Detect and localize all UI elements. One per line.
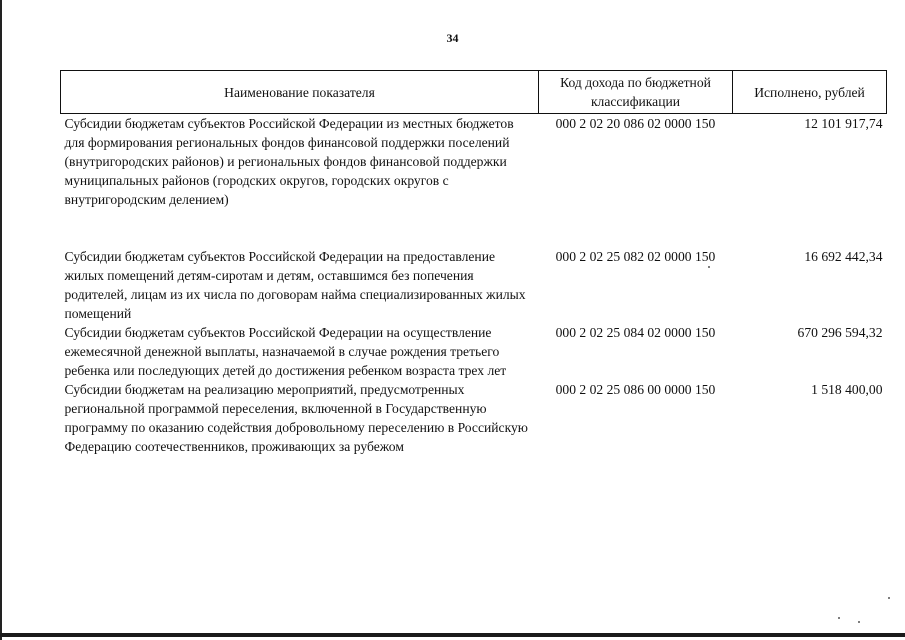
scan-speck bbox=[838, 617, 840, 619]
row-code: 000 2 02 25 082 02 0000 150 bbox=[555, 249, 716, 264]
table-row bbox=[61, 380, 887, 456]
scan-speck bbox=[858, 621, 860, 623]
row-amount: 1 518 400,00 bbox=[811, 382, 883, 397]
header-code: Код дохода по бюджетной классификации bbox=[539, 71, 733, 114]
header-amount: Исполнено, рублей bbox=[733, 71, 887, 114]
table-row bbox=[61, 323, 887, 380]
row-name: Субсидии бюджетам на реализацию мероприятий, предусмотренных региональной программой переселения, включенной в Государственную программу по оказанию содействия добровольному переселению в Российскую Федерацию соотечественников, проживающих за рубежом bbox=[64, 382, 528, 454]
scan-edge-bottom bbox=[0, 633, 905, 637]
scan-edge-left bbox=[0, 0, 2, 640]
revenue-table bbox=[60, 70, 887, 456]
row-name: Субсидии бюджетам субъектов Российской Федерации из местных бюджетов для формирования региональных фондов финансовой поддержки поселений (внутригородских районов) и региональных фондов финансовой поддержки муниципальных районов (городских округов, городских округов с внутригородским делением) bbox=[64, 116, 514, 207]
header-name: Наименование показателя bbox=[61, 71, 539, 114]
table-row bbox=[61, 114, 887, 248]
row-name: Субсидии бюджетам субъектов Российской Федерации на осуществление ежемесячной денежной выплаты, назначаемой в случае рождения третьего ребенка или последующих детей до достижения ребенком возраста трех лет bbox=[64, 325, 507, 378]
row-code: 000 2 02 20 086 02 0000 150 bbox=[555, 116, 716, 131]
scan-speck bbox=[888, 597, 890, 599]
row-amount: 670 296 594,32 bbox=[797, 325, 883, 340]
row-code: 000 2 02 25 084 02 0000 150 bbox=[555, 325, 716, 340]
scan-speck bbox=[708, 266, 710, 268]
page-number: 34 bbox=[446, 31, 459, 45]
table-header-row bbox=[61, 71, 887, 114]
row-name: Субсидии бюджетам субъектов Российской Федерации на предоставление жилых помещений детям-сиротам и детям, оставшимся без попечения родителей, лицам из их числа по договорам найма специализированных жилых помещений bbox=[64, 249, 526, 321]
table-row bbox=[61, 247, 887, 323]
row-amount: 12 101 917,74 bbox=[804, 116, 883, 131]
row-amount: 16 692 442,34 bbox=[804, 249, 883, 264]
row-code: 000 2 02 25 086 00 0000 150 bbox=[555, 382, 716, 397]
